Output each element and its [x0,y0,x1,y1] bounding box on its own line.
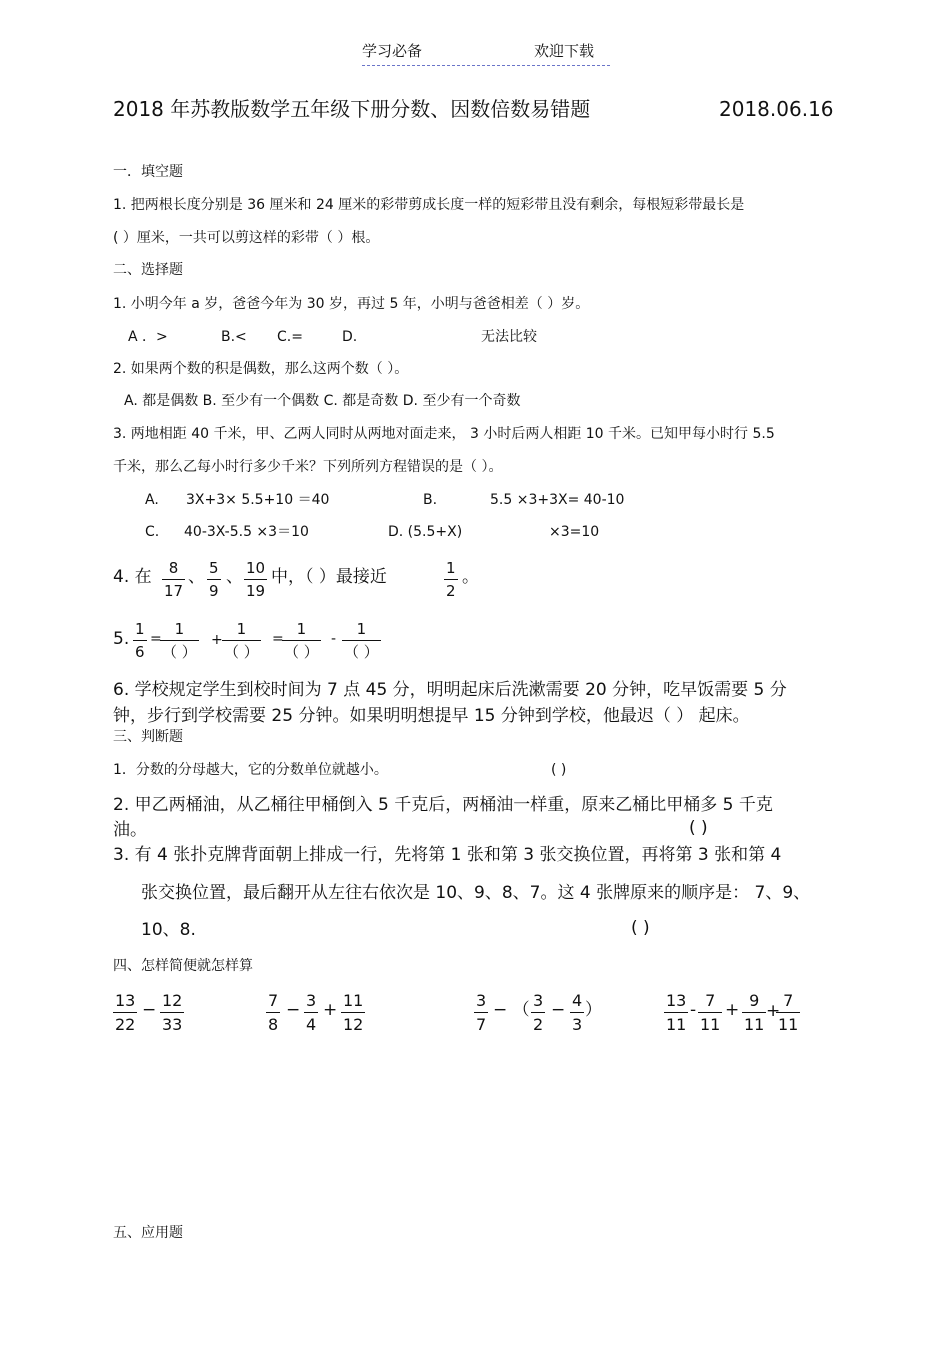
fraction-numerator: 1 [174,620,185,638]
s2-q5-equals-1: = [150,631,162,647]
fraction-denominator: 17 [164,582,184,600]
fraction-numerator: 3 [476,991,487,1010]
expr2-fraction-c [341,993,365,1033]
fraction-bar [342,640,381,641]
fraction-numerator: 13 [666,991,687,1010]
s2-q6-line2: 钟，步行到学校需要 25 分钟。如果明明想提早 15 分钟到学校，他最迟（ ） 起床。 [113,706,750,726]
fraction-numerator: 4 [572,991,583,1010]
fraction-denominator: 7 [476,1015,487,1034]
header-dashed-rule [362,65,610,66]
fraction-numerator: 9 [749,991,760,1010]
fraction-bar [304,1012,318,1013]
fraction-bar [266,1012,280,1013]
expr2-fraction-b [304,993,318,1033]
expr4-operator-1: - [690,1000,697,1020]
fraction-denominator: 6 [135,643,145,661]
expr4-fraction-c [742,993,766,1033]
fraction-5-9 [207,561,221,599]
fraction-bar [474,1012,488,1013]
fraction-denominator: 12 [343,1015,364,1034]
fraction-bar [222,640,261,641]
s3-q1: 1．分数的分母越大，它的分数单位就越小。 [113,762,388,778]
fraction-denominator-blank[interactable]: （ ） [344,643,379,661]
s3-q3-line1: 3. 有 4 张扑克牌背面朝上排成一行，先将第 1 张和第 3 张交换位置，再将第 3 张和第 4 [113,845,782,865]
fraction-blank-3 [282,622,321,660]
fraction-8-17 [162,561,185,599]
s2-q3-option-a-label: A. [145,492,159,508]
s2-q2-options: A. 都是偶数 B. 至少有一个偶数 C. 都是奇数 D. 至少有一个奇数 [124,393,521,409]
section-3-heading: 三、判断题 [113,729,183,745]
fraction-bar [133,640,147,641]
fraction-denominator: 11 [700,1015,721,1034]
fraction-numerator: 10 [246,559,266,577]
expr3-fraction-c [570,993,584,1033]
fraction-numerator: 12 [162,991,183,1010]
fraction-bar [160,640,199,641]
expr3-close-paren: ） [585,1000,602,1020]
header-left-text: 学习必备 [362,42,423,60]
expr4-fraction-b [698,993,722,1033]
s2-q4-separator-2: 、 [226,567,243,587]
expr3-fraction-a [474,993,488,1033]
fraction-bar [444,579,458,580]
fraction-denominator: 22 [115,1015,136,1034]
s2-q3-option-d: ×3=10 [549,524,600,540]
s2-q5-plus: + [211,632,223,648]
s1-q1-line2: ( ）厘米，一共可以剪这样的彩带（ ）根。 [113,230,380,246]
fraction-denominator: 11 [778,1015,799,1034]
fraction-numerator: 5 [209,559,219,577]
expr2-operator-2: + [323,1000,338,1020]
expr4-operator-2: + [725,1000,740,1020]
fraction-1-2 [444,561,458,599]
s2-q6-line1: 6. 学校规定学生到校时间为 7 点 45 分，明明起床后洗漱需要 20 分钟，吃早饭需要 5 分 [113,680,787,700]
expr1-fraction-b [160,993,184,1033]
fraction-denominator: 11 [744,1015,765,1034]
fraction-numerator: 8 [168,559,179,577]
s2-q1-option-d-text: 无法比较 [481,329,537,345]
s2-q3-line1: 3. 两地相距 40 千米，甲、乙两人同时从两地对面走来， 3 小时后两人相距 10 千米。已知甲每小时行 5.5 [113,426,775,442]
expr3-operator-1: − （ [493,1000,530,1020]
expr3-fraction-b [531,993,545,1033]
section-2-heading: 二、选择题 [113,262,183,278]
expr4-fraction-a [664,993,688,1033]
fraction-denominator-blank[interactable]: （ ） [284,643,319,661]
s3-q2-line2: 油。 [113,820,147,840]
s2-q3-option-b: 5.5 ×3+3X= 40-10 [490,492,625,508]
fraction-bar [160,1012,184,1013]
fraction-numerator: 7 [783,991,794,1010]
s2-q1-option-d: D. [342,329,358,345]
fraction-denominator: 2 [446,582,456,600]
fraction-denominator: 2 [533,1015,544,1034]
fraction-numerator: 3 [306,991,317,1010]
s1-q1-line1: 1. 把两根长度分别是 36 厘米和 24 厘米的彩带剪成长度一样的短彩带且没有剩余，每根短彩带最长是 [113,197,745,213]
section-1-heading: 一．填空题 [113,164,183,180]
fraction-numerator: 1 [135,620,145,638]
s2-q4-suffix: 。 [462,567,479,587]
fraction-1-6 [133,622,147,660]
s3-q3-answer-paren[interactable]: ( ) [631,918,650,938]
fraction-bar [282,640,321,641]
fraction-denominator-blank[interactable]: （ ） [224,643,259,661]
s2-q5-number: 5. [113,629,130,649]
fraction-denominator-blank[interactable]: （ ） [162,643,197,661]
fraction-bar [776,1012,800,1013]
s3-q2-line1: 2. 甲乙两桶油，从乙桶往甲桶倒入 5 千克后，两桶油一样重，原来乙桶比甲桶多 5 千克 [113,795,773,815]
section-5-heading: 五、应用题 [113,1225,183,1241]
fraction-denominator: 33 [162,1015,183,1034]
expr4-fraction-d [776,993,800,1033]
fraction-bar [341,1012,365,1013]
title-date: 2018.06.16 [719,97,834,121]
expr1-fraction-a [113,993,137,1033]
fraction-bar [664,1012,688,1013]
s3-q3-line3: 10、8. [141,920,196,940]
s2-q3-line2: 千米，那么乙每小时行多少千米？下列所列方程错误的是（ ）。 [113,459,503,475]
fraction-numerator: 1 [296,620,307,638]
s2-q2: 2. 如果两个数的积是偶数，那么这两个数（ ）。 [113,361,409,377]
fraction-bar [162,579,185,580]
fraction-blank-1 [160,622,199,660]
section-4-heading: 四、怎样简便就怎样算 [113,958,253,974]
fraction-denominator: 4 [306,1015,317,1034]
s2-q5-minus: - [331,631,337,647]
s2-q3-option-b-label: B. [423,492,438,508]
s2-q4-middle: 中，（ ）最接近 [271,567,387,587]
fraction-bar [531,1012,545,1013]
fraction-numerator: 3 [533,991,544,1010]
fraction-denominator: 9 [209,582,219,600]
fraction-numerator: 11 [343,991,364,1010]
expr2-operator-1: − [286,1000,301,1020]
fraction-numerator: 13 [115,991,136,1010]
fraction-bar [244,579,267,580]
fraction-numerator: 1 [236,620,247,638]
s3-q3-line2: 张交换位置，最后翻开从左往右依次是 10、9、8、7。这 4 张牌原来的顺序是： 7、9、 [141,883,811,903]
s2-q1-option-b: B.< [221,329,247,345]
header-right-text: 欢迎下载 [534,42,595,60]
fraction-bar [698,1012,722,1013]
s2-q5-equals-2: = [272,631,284,647]
expr4-operator-3: + [766,1001,781,1021]
fraction-bar [742,1012,766,1013]
fraction-blank-2 [222,622,261,660]
fraction-denominator: 11 [666,1015,687,1034]
s2-q1-option-c: C.= [277,329,303,345]
fraction-10-19 [244,561,267,599]
fraction-bar [113,1012,137,1013]
s2-q3-option-c-label: C. [145,524,160,540]
s2-q1-option-a: A ．> [128,329,168,345]
expr2-fraction-a [266,993,280,1033]
s2-q4-separator-1: 、 [188,567,205,587]
fraction-denominator: 8 [268,1015,279,1034]
s3-q2-answer-paren[interactable]: ( ) [689,818,708,838]
s2-q1: 1. 小明今年 a 岁，爸爸今年为 30 岁，再过 5 年，小明与爸爸相差（ ）岁。 [113,296,590,312]
s2-q4-prefix: 4. 在 [113,567,152,587]
fraction-denominator: 19 [246,582,266,600]
expr1-operator-1: − [142,1000,157,1020]
expr3-operator-2: − [551,1000,566,1020]
fraction-numerator: 7 [705,991,716,1010]
page-title: 2018 年苏教版数学五年级下册分数、因数倍数易错题 [113,97,591,121]
s2-q3-option-d-label: D. (5.5+X) [388,524,463,540]
s2-q3-option-c: 40-3X-5.5 ×3＝10 [184,524,309,540]
s3-q1-answer-paren[interactable]: ( ) [551,762,567,778]
fraction-numerator: 7 [268,991,279,1010]
fraction-numerator: 1 [446,559,456,577]
fraction-bar [570,1012,584,1013]
fraction-bar [207,579,221,580]
fraction-numerator: 1 [356,620,367,638]
fraction-denominator: 3 [572,1015,583,1034]
s2-q3-option-a: 3X+3× 5.5+10 ＝40 [186,492,330,508]
fraction-blank-4 [342,622,381,660]
